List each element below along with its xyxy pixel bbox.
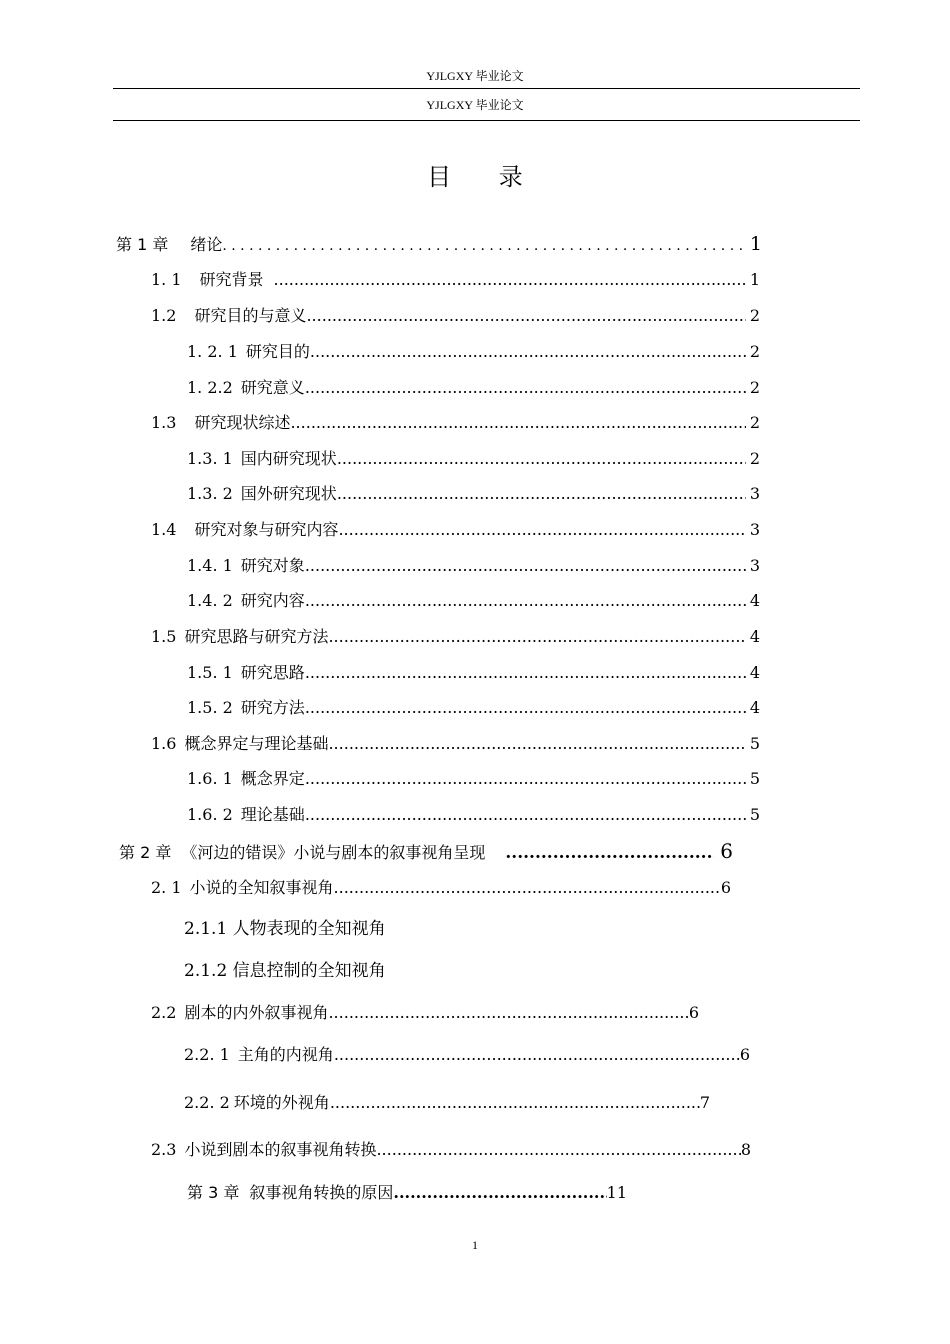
toc-text: 环境的外视角 <box>233 1093 330 1112</box>
toc-entry-1-5-2[interactable] <box>187 697 760 719</box>
toc-leader <box>328 626 745 648</box>
toc-leader <box>328 1002 688 1024</box>
toc-number: 1. 2.2 <box>187 378 233 397</box>
toc-page-number: 2 <box>749 449 760 468</box>
toc-text: 剧本的内外叙事视角 <box>184 1003 329 1022</box>
toc-leader <box>222 234 742 258</box>
toc-number: 1.4. 2 <box>187 591 233 610</box>
toc-text: 研究目的与意义 <box>194 306 307 325</box>
toc-number: 1.6 <box>151 734 177 753</box>
toc-page-number: 2 <box>749 342 760 361</box>
toc-text: 《河边的错误》小说与剧本的叙事视角呈现 <box>181 843 486 862</box>
toc-number: 1.5 <box>151 627 177 646</box>
toc-entry-1-6-1[interactable] <box>187 768 760 790</box>
toc-page-number: 4 <box>749 698 760 717</box>
toc-page-number: 5 <box>749 769 760 788</box>
toc-page-number: 6 <box>688 1003 699 1022</box>
toc-number: 1.2 <box>151 306 177 325</box>
toc-page-number: 2 <box>749 378 760 397</box>
toc-page-number: 5 <box>749 805 760 824</box>
header-rule-2 <box>113 120 860 121</box>
toc-entry-1-5[interactable] <box>151 626 760 648</box>
toc-leader <box>306 305 745 327</box>
toc-leader <box>274 269 746 291</box>
toc-text: 主角的内视角 <box>237 1045 334 1064</box>
toc-entry-1-2[interactable] <box>151 305 760 327</box>
toc-number: 1.4 <box>151 520 177 539</box>
toc-entry-1-6-2[interactable] <box>187 804 760 826</box>
toc-page-number: 8 <box>740 1140 751 1159</box>
toc-number: 1.3. 2 <box>187 484 233 503</box>
toc-number: 1. 1 <box>151 270 182 289</box>
toc-entry-ch2[interactable] <box>119 838 733 866</box>
toc-text: 研究思路 <box>240 663 305 682</box>
toc-text: 国外研究现状 <box>240 484 337 503</box>
toc-page-number: 6 <box>739 1045 750 1064</box>
toc-page-number: 2 <box>749 306 760 325</box>
toc-leader <box>334 1044 740 1066</box>
toc-number: 2.3 <box>151 1140 177 1159</box>
toc-number: 2.2. 1 <box>184 1045 230 1064</box>
toc-text: 研究对象 <box>240 556 305 575</box>
toc-entry-1-2-2[interactable] <box>187 377 760 399</box>
toc-number: 1.6. 2 <box>187 805 233 824</box>
toc-number: 2.2 <box>151 1003 177 1022</box>
toc-leader <box>330 1092 700 1114</box>
toc-leader <box>305 804 746 826</box>
toc-leader <box>305 555 746 577</box>
toc-text: 研究背景 <box>199 270 264 289</box>
toc-entry-2-1-1[interactable]: 2.1.1 人物表现的全知视角 <box>184 919 386 939</box>
toc-entry-1-4-1[interactable] <box>187 555 760 577</box>
toc-page-number: 5 <box>749 734 760 753</box>
toc-text: 小说到剧本的叙事视角转换 <box>184 1140 377 1159</box>
toc-title: 目 录 <box>427 163 543 191</box>
toc-page-number: 7 <box>699 1093 710 1112</box>
toc-text: 叙事视角转换的原因 <box>249 1183 394 1202</box>
toc-leader <box>376 1139 740 1161</box>
toc-text: 概念界定与理论基础 <box>184 734 329 753</box>
toc-entry-1-4[interactable] <box>151 519 760 541</box>
toc-leader <box>338 519 745 541</box>
toc-text: 研究目的 <box>245 342 310 361</box>
toc-entry-1-1[interactable] <box>151 269 760 291</box>
toc-leader <box>305 377 746 399</box>
toc-leader <box>334 877 721 899</box>
toc-text: 国内研究现状 <box>240 449 337 468</box>
running-header-2: YJLGXY 毕业论文 <box>426 98 524 112</box>
toc-text: 理论基础 <box>240 805 305 824</box>
toc-entry-2-2-2[interactable] <box>184 1092 710 1114</box>
toc-number: 第 3 章 <box>187 1183 240 1202</box>
toc-entry-ch1[interactable] <box>116 232 762 258</box>
toc-number: 第 2 章 <box>119 843 172 862</box>
toc-page-number: 6 <box>720 878 731 897</box>
toc-page-number: 3 <box>749 556 760 575</box>
toc-entry-ch3[interactable] <box>187 1181 627 1205</box>
running-header-1: YJLGXY 毕业论文 <box>426 69 524 83</box>
page-number: 1 <box>472 1238 478 1252</box>
toc-leader <box>393 1181 606 1205</box>
toc-text: 小说的全知叙事视角 <box>189 878 334 897</box>
toc-number: 1.5. 1 <box>187 663 233 682</box>
toc-leader <box>505 840 714 866</box>
toc-page-number: 4 <box>749 591 760 610</box>
toc-entry-2-3[interactable] <box>151 1139 751 1161</box>
toc-text: 绪论 <box>190 235 223 254</box>
toc-number: 2.2. 2 <box>184 1093 230 1112</box>
toc-leader <box>305 590 746 612</box>
toc-leader <box>337 448 746 470</box>
toc-entry-1-6[interactable] <box>151 733 760 755</box>
toc-entry-1-3-2[interactable] <box>187 483 760 505</box>
toc-entry-1-2-1[interactable] <box>187 341 760 363</box>
toc-leader <box>305 697 746 719</box>
toc-entry-2-2-1[interactable] <box>184 1044 750 1066</box>
toc-page-number: 3 <box>749 520 760 539</box>
toc-number: 1.4. 1 <box>187 556 233 575</box>
toc-page-number: 6 <box>720 839 733 863</box>
toc-leader <box>310 341 746 363</box>
toc-entry-2-1[interactable] <box>151 877 731 899</box>
toc-page-number: 4 <box>749 663 760 682</box>
toc-text: 研究现状综述 <box>194 413 291 432</box>
toc-page-number: 1 <box>749 233 762 255</box>
toc-page-number: 11 <box>606 1183 627 1202</box>
toc-entry-1-5-1[interactable] <box>187 662 760 684</box>
toc-page-number: 4 <box>749 627 760 646</box>
toc-page-number: 2 <box>749 413 760 432</box>
toc-number: 1.5. 2 <box>187 698 233 717</box>
toc-number: 第 1 章 <box>116 235 169 254</box>
toc-number: 1.3 <box>151 413 177 432</box>
toc-leader <box>305 768 746 790</box>
toc-entry-1-4-2[interactable] <box>187 590 760 612</box>
toc-number: 1.3. 1 <box>187 449 233 468</box>
toc-text: 研究意义 <box>240 378 305 397</box>
toc-text: 研究思路与研究方法 <box>184 627 329 646</box>
toc-leader <box>290 412 745 434</box>
toc-leader <box>337 483 746 505</box>
toc-number: 1. 2. 1 <box>187 342 238 361</box>
toc-text: 概念界定 <box>240 769 305 788</box>
toc-entry-2-2[interactable] <box>151 1002 699 1024</box>
toc-number: 1.6. 1 <box>187 769 233 788</box>
toc-text: 研究内容 <box>240 591 305 610</box>
toc-entry-2-1-2[interactable]: 2.1.2 信息控制的全知视角 <box>184 961 386 981</box>
toc-entry-1-3[interactable] <box>151 412 760 434</box>
header-rule-1 <box>113 88 860 89</box>
toc-text: 研究对象与研究内容 <box>194 520 339 539</box>
toc-leader <box>305 662 746 684</box>
toc-page-number: 1 <box>749 270 760 289</box>
toc-number: 2. 1 <box>151 878 182 897</box>
toc-text: 研究方法 <box>240 698 305 717</box>
toc-leader <box>328 733 745 755</box>
toc-entry-1-3-1[interactable] <box>187 448 760 470</box>
toc-page-number: 3 <box>749 484 760 503</box>
